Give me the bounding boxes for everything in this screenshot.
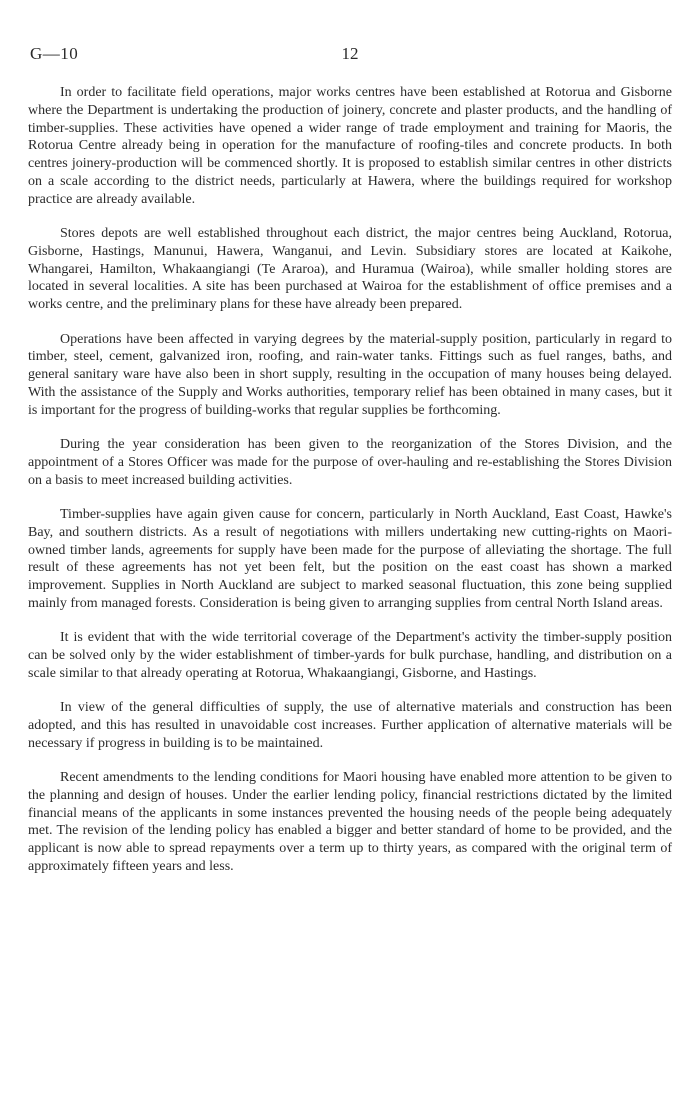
document-reference: G—10 [30,44,79,63]
paragraph-timber-supplies: Timber-supplies have again given cause for concern, particularly in North Auckland, East Coast, Hawke's Bay, and southern districts. As a result of negotiations with millers undertaking new cutting-rights on Maori-owned timber lands, agreements for supply have been made for the purpose of alleviating the shortage. The full result of these agreements has not yet been felt, but the position on the east coast has shown a marked improvement. Supplies in North Auckland are subject to marked seasonal fluctuation, this zone being supplied mainly from managed forests. Consideration is being given to arranging supplies from central North Island areas. [28,506,672,611]
paragraph-material-supply: Operations have been affected in varying degrees by the material-supply position, particularly in regard to timber, steel, cement, galvanized iron, roofing, and rain-water tanks. Fittings such as fuel ranges, baths, and general sanitary ware have also been in short supply, resulting in the occupation of many houses being delayed. With the assistance of the Supply and Works authorities, temporary relief has been obtained in many cases, but it is important for the progress of building-works that regular supplies be forthcoming. [28,331,672,418]
paragraph-stores-division: During the year consideration has been given to the reorganization of the Stores Division, and the appointment of a Stores Officer was made for the purpose of over-hauling and re-establishing the Stores Division on a basis to meet increased building activities. [28,437,672,488]
paragraph-stores-depots: Stores depots are well established throughout each district, the major centres being Auckland, Rotorua, Gisborne, Hastings, Manunui, Hawera, Wanganui, and Levin. Subsidiary stores are located at Kaikohe, Whangarei, Hamilton, Whakaangiangi (Te Araroa), and Huramua (Wairoa), while smaller holding stores are located in several localities. A site has been purchased at Wairoa for the establishment of office premises and a works centre, and the preliminary plans for these have already been prepared. [28,226,672,313]
paragraph-alternative-materials: In view of the general difficulties of supply, the use of alternative materials and construction has been adopted, and this has resulted in unavoidable cost increases. Further application of alternative materials will be necessary if progress in building is to be maintained. [28,700,672,751]
page-number: 12 [341,44,359,63]
paragraph-lending-conditions: Recent amendments to the lending conditions for Maori housing have enabled more attention to be given to the planning and design of houses. Under the earlier lending policy, financial restrictions dictated by the limited financial means of the applicants in some instances prevented the housing needs of the people being adequately met. The revision of the lending policy has enabled a bigger and better standard of home to be provided, and the applicant is now able to spread repayments over a term up to thirty years, as compared with the original term of approximately fifteen years and less. [28,770,672,874]
document-body [28,84,672,892]
paragraph-works-centres: In order to facilitate field operations, major works centres have been established at Rotorua and Gisborne where the Department is undertaking the production of joinery, concrete and plaster products, and the handling of timber-supplies. These activities have opened a wider range of trade employment and training for Maoris, the Rotorua Centre already being in operation for the manufacture of roofing-tiles and concrete products. In both centres joinery-production will be commenced shortly. It is proposed to establish similar centres in other districts on a scale according to the district needs, particularly at Hawera, where the buildings required for workshop practice are already available. [28,85,672,207]
paragraph-timber-yards: It is evident that with the wide territorial coverage of the Department's activity the timber-supply position can be solved only by the wider establishment of timber-yards for bulk purchase, handling, and distribution on a scale similar to that already operating at Rotorua, Whakaangiangi, Gisborne, and Hastings. [28,630,672,681]
page-header [30,44,670,68]
